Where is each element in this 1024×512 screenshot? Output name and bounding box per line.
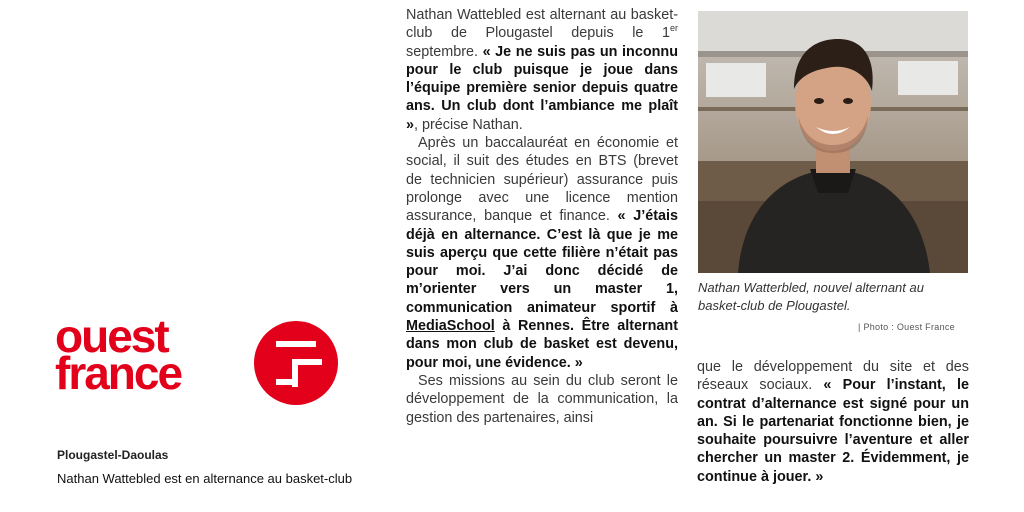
logo-line-france: france <box>55 347 182 399</box>
mediaschool-link[interactable]: MediaSchool <box>406 318 495 335</box>
quote-1: « Je ne suis pas un inconnu pour le club puisque je joue dans l’équipe première senior depuis quatre ans. Un club dont l’ambiance me plaît » <box>406 43 678 133</box>
ouest-france-logo-icon <box>254 321 338 405</box>
article-headline-link[interactable]: Nathan Wattebled est en alternance au basket-club <box>57 471 353 486</box>
article-column-2 <box>697 358 969 486</box>
portrait-photo <box>698 11 968 273</box>
photo-caption: Nathan Watterbled, nouvel alternant au basket-club de Plougastel. <box>698 280 924 313</box>
paragraph-1: Nathan Wattebled est alternant au basket-club de Plougastel depuis le 1er septembre. « Je ne suis pas un inconnu pour le club puisque je joue dans l’équipe première senior depuis quatre ans. Un club dont l’ambiance me plaît », précise Nathan. <box>406 7 678 133</box>
paragraph-2: Après un baccalauréat en économie et social, il suit des études en BTS (brevet de technicien supérieur) assurance puis prolonge avec une licence mention assurance, banque et finance. « J’étais déjà en alternance. C’est là que je me suis aperçu que cette filière n’était pas pour moi. J’ai donc décidé de m’orienter vers un master 1, communication animateur sportif à MediaSchool à Rennes. Être alternant dans mon club de basket est devenu, pour moi, une évidence. » <box>406 135 678 371</box>
paragraph-3-end: que le développement du site et des réseaux sociaux. « Pour l’instant, le contrat d’alternance est signé pour un an. Si le partenariat fonctionne bien, je souhaite poursuivre l’aventure et aller chercher un master 2. Évidemment, je continue à jouer. » <box>697 359 970 485</box>
quote-2: « J’étais déjà en alternance. C’est là que je me suis aperçu que cette filière n’était pas pour moi. J’ai donc décidé de m’orienter vers un master 1, communication animateur sportif à MediaSchool à Rennes. Être alternant dans mon club de basket est devenu, pour moi, une évidence. » <box>406 208 678 371</box>
quote-3: « Pour l’instant, le contrat d’alternance est signé pour un an. Si le partenariat fonctionne bien, je souhaite poursuivre l’aventure et aller chercher un master 2. Évidemment, je continue à jouer. » <box>697 377 970 485</box>
article-column-1 <box>406 6 678 427</box>
article-location: Plougastel-Daoulas <box>57 448 169 462</box>
photo-credit: | Photo : Ouest France <box>858 322 955 332</box>
logo-line-ouest: ouest <box>55 310 168 362</box>
ouest-france-logo-wordmark <box>55 310 182 399</box>
paragraph-3-start: Ses missions au sein du club seront le développement de la communication, la gestion des partenaires, ainsi <box>406 372 678 426</box>
